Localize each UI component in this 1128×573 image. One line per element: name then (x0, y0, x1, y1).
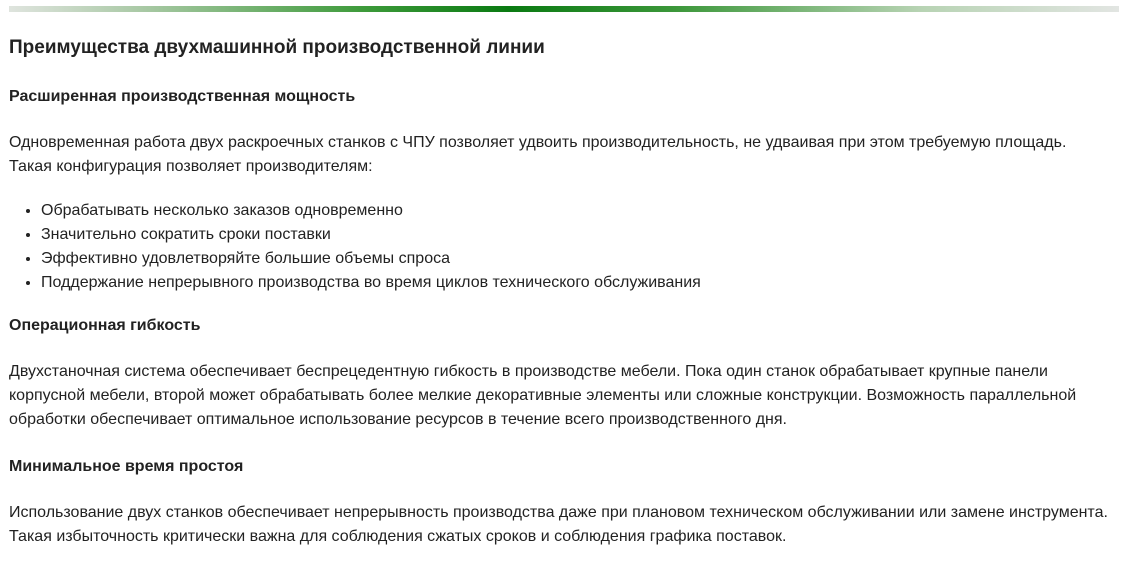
section-paragraph-downtime: Использование двух станков обеспечивает непрерывность производства даже при плановом техническом обслуживании или замене инструмента. Такая избыточность критически важна для соблюдения сжатых сроков и соблюдения графика поставок. (9, 504, 1108, 545)
page-title: Преимущества двухмашинной производственной линии (9, 37, 545, 58)
section-heading-flexibility: Операционная гибкость (9, 317, 201, 334)
list-item: • Значительно сократить сроки поставки (41, 223, 701, 247)
section-paragraph-capacity: Одновременная работа двух раскроечных станков с ЧПУ позволяет удвоить производительность, не удваивая при этом требуемую площадь. Такая конфигурация позволяет производителям: (9, 134, 1067, 175)
capacity-list (9, 199, 701, 295)
list-item: • Эффективно удовлетворяйте большие объемы спроса (41, 247, 701, 271)
list-item: • Обрабатывать несколько заказов одновременно (41, 199, 701, 223)
list-item: • Поддержание непрерывного производства во время циклов технического обслуживания (41, 271, 701, 295)
section-heading-capacity: Расширенная производственная мощность (9, 88, 356, 105)
section-paragraph-flexibility: Двухстаночная система обеспечивает беспрецедентную гибкость в производстве мебели. Пока один станок обрабатывает крупные панели корпусной мебели, второй может обрабатывать более мелкие декоративные элементы или сложные конструкции. Возможность параллельной обработки обеспечивает оптимальное использование ресурсов в течение всего производственного дня. (9, 363, 1077, 428)
section-heading-downtime: Минимальное время простоя (9, 458, 244, 475)
top-accent-bar (9, 6, 1119, 12)
